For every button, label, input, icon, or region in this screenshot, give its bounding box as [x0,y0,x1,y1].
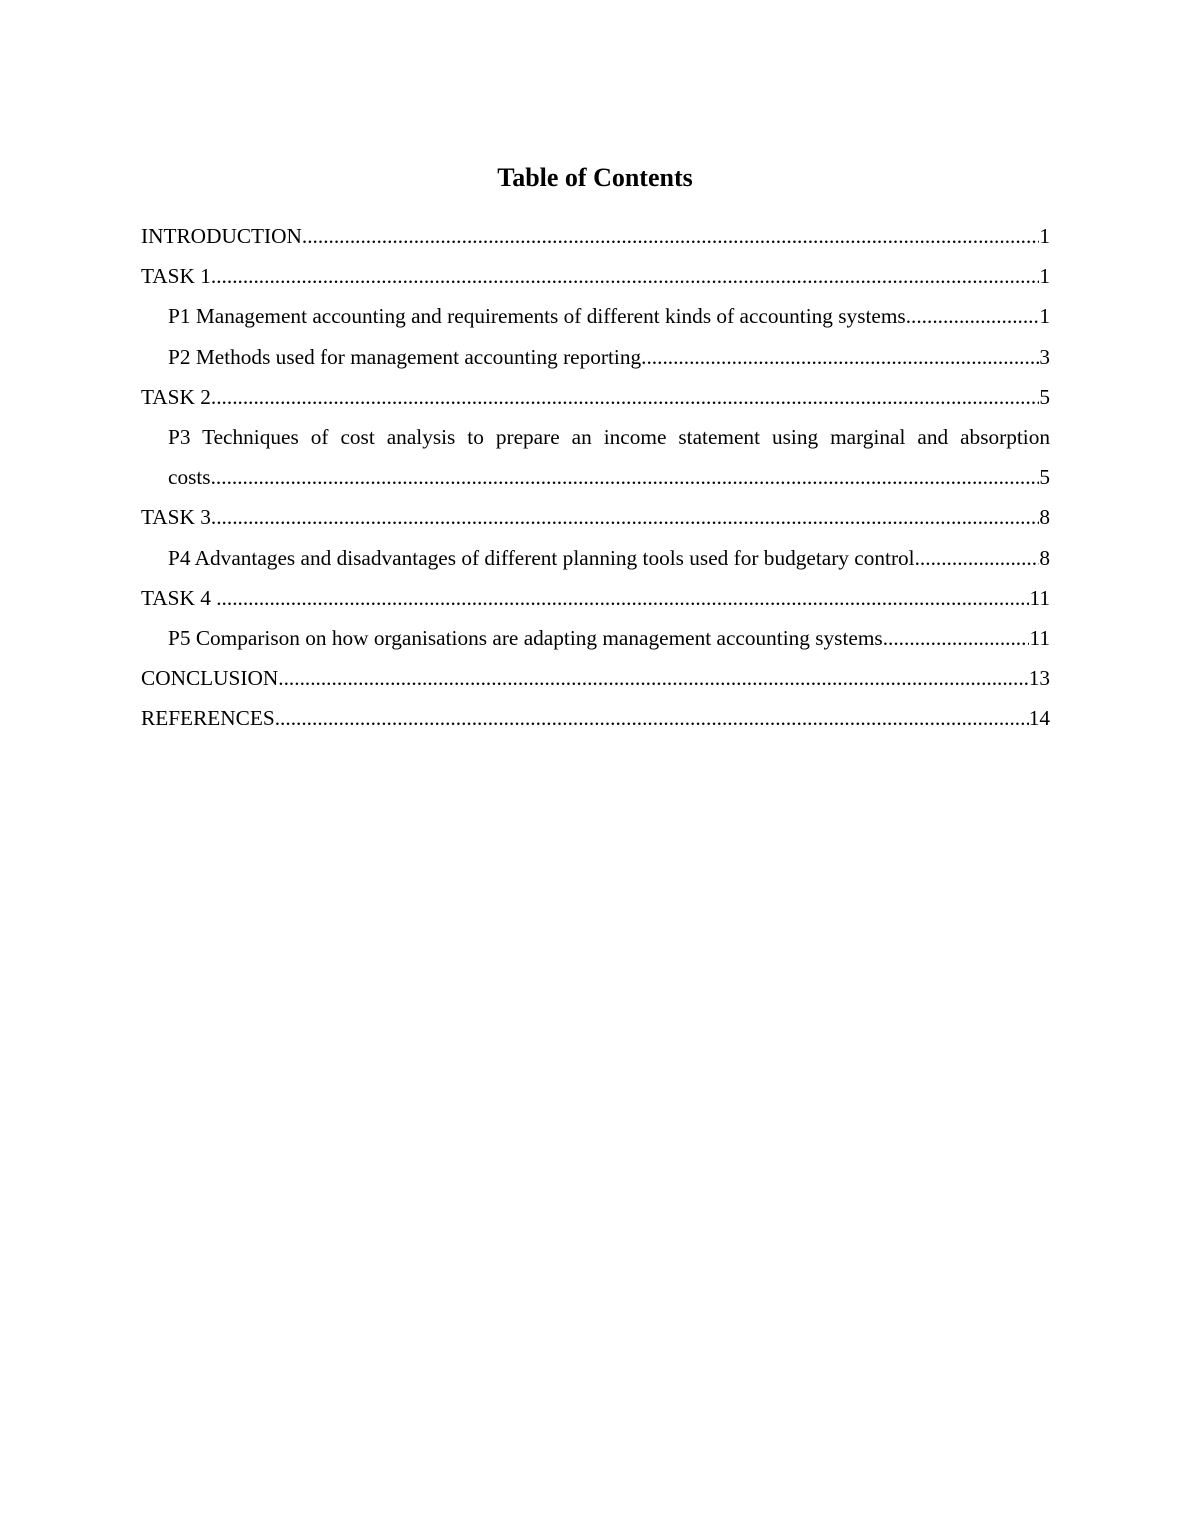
toc-page-number: 13 [1028,666,1050,691]
toc-entry-label: P1 Management accounting and requirements of different kinds of accounting systems. [168,304,912,329]
toc-entry-label-line-2: costs [168,465,211,490]
dot-leader [211,457,1040,497]
dot-leader [211,256,1039,296]
toc-entry-label: P4 Advantages and disadvantages of different planning tools used for budgetary control [168,545,915,570]
toc-entry-p4[interactable] [141,538,1050,578]
toc-entry-label-line-1: P3 Techniques of cost analysis to prepare an income statement using marginal and absorption [168,424,1050,449]
toc-entry-task-2[interactable] [141,377,1050,417]
toc-entry-label: TASK 4 [141,585,217,610]
dot-leader [275,698,1029,738]
page-title: Table of Contents [497,163,693,192]
toc-page-number: 1 [1039,304,1050,329]
dot-leader [211,377,1039,417]
toc-page-number: 11 [1029,585,1050,610]
dot-leader [216,578,1029,618]
toc-entry-label: TASK 2 [141,384,211,409]
toc-entry-label: CONCLUSION [141,666,279,691]
toc-entry-line-2 [168,457,1050,497]
table-of-contents [141,216,1050,738]
toc-page-number: 11 [1029,625,1050,650]
toc-page-number: 1 [1039,224,1050,248]
toc-entry-label: P5 Comparison on how organisations are adapting management accounting systems [168,625,883,650]
toc-entry-task-1[interactable] [141,256,1050,296]
dot-leader [915,538,1040,578]
dot-leader [911,296,1039,336]
toc-page-number: 14 [1028,706,1050,731]
toc-entry-task-4[interactable] [141,578,1050,618]
dot-leader [211,497,1039,537]
toc-entry-p2[interactable] [141,337,1050,377]
toc-entry-p5[interactable] [141,618,1050,658]
toc-page-number: 5 [1039,465,1050,490]
toc-entry-label: TASK 3 [141,505,211,530]
toc-entry-p1[interactable] [141,296,1050,336]
toc-page-number: 1 [1039,264,1050,289]
toc-entry-label: TASK 1 [141,264,211,289]
toc-entry-label: INTRODUCTION [141,224,302,248]
toc-entry-p3[interactable] [141,417,1050,497]
toc-entry-introduction[interactable] [141,216,1050,256]
dot-leader [883,618,1030,658]
dot-leader [641,337,1039,377]
toc-page-number: 5 [1039,384,1050,409]
toc-page-number: 3 [1039,344,1050,369]
toc-entry-label: REFERENCES [141,706,275,731]
toc-entry-label: P2 Methods used for management accounting reporting [168,344,642,369]
toc-page-number: 8 [1039,505,1050,530]
toc-page-number: 8 [1039,545,1050,570]
dot-leader [278,658,1028,698]
toc-entry-task-3[interactable] [141,497,1050,537]
toc-entry-conclusion[interactable] [141,658,1050,698]
dot-leader [302,216,1039,256]
toc-entry-references[interactable] [141,698,1050,738]
